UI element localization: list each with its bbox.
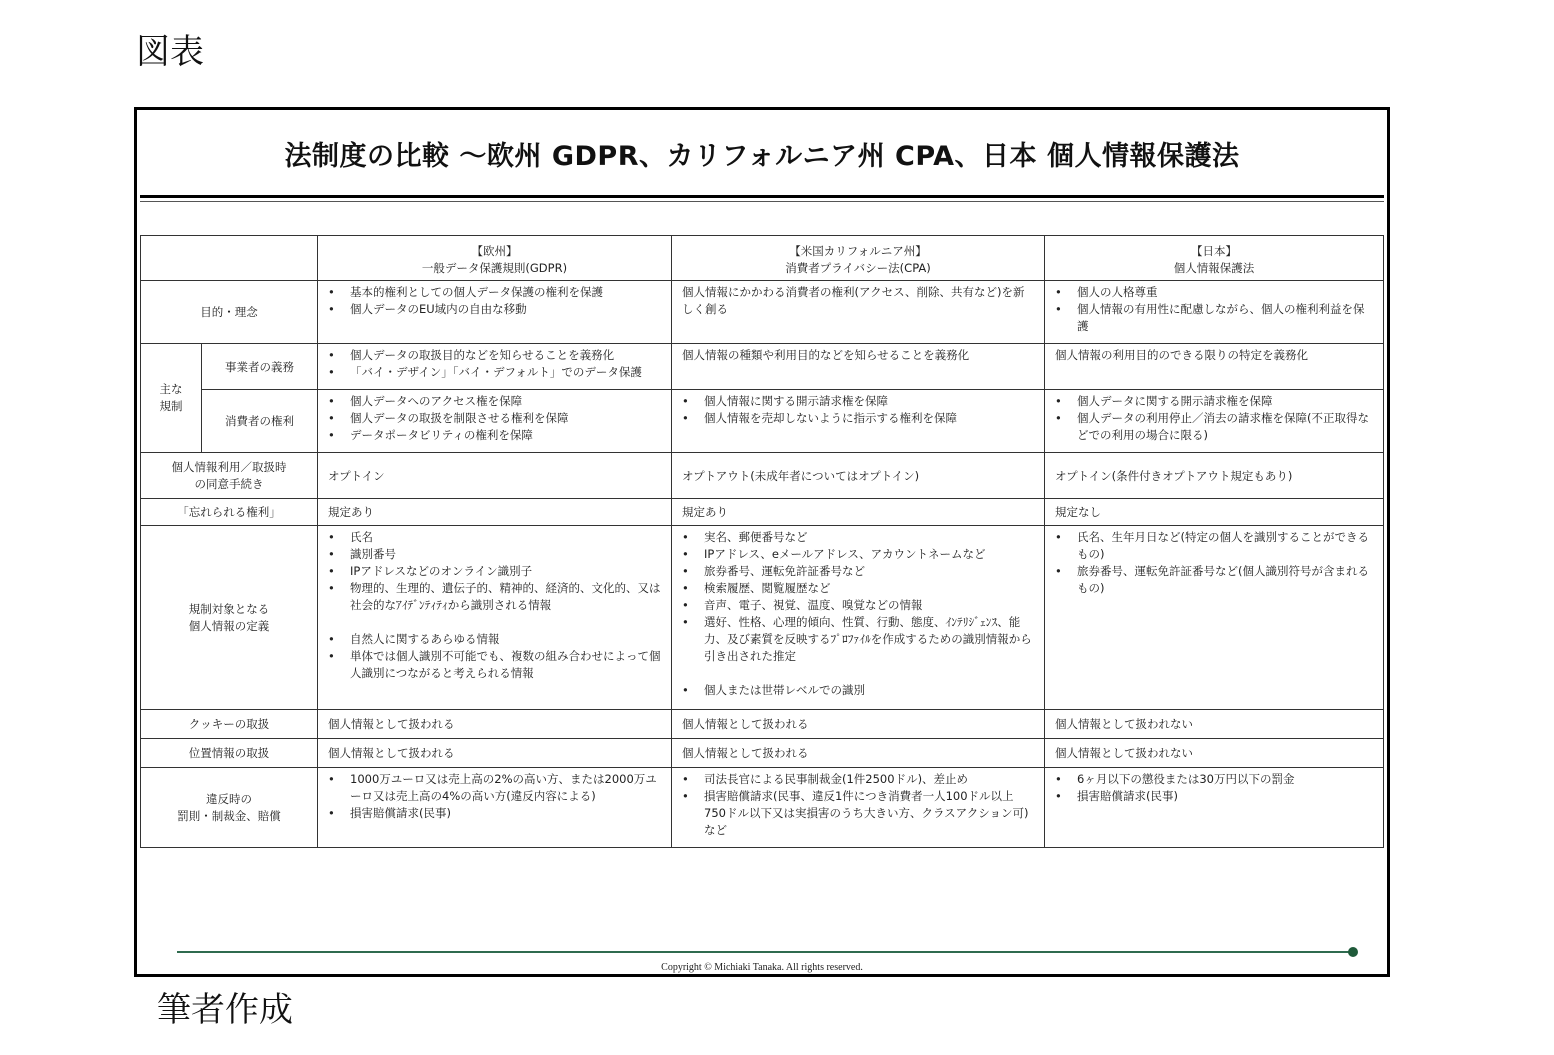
comparison-slide (134, 107, 1390, 977)
row-label-penalty (141, 768, 318, 848)
list-item: • 個人または世帯レベルでの識別 (682, 682, 1034, 699)
row-business-duty (141, 344, 1384, 390)
row-label-definition (141, 526, 318, 710)
cell-rights-japan (1045, 390, 1384, 453)
list-item: • 単体では個人識別不可能でも、複数の組み合わせによって個人識別につながると考えられる情報 (328, 648, 661, 682)
cell-definition-japan (1045, 526, 1384, 710)
list-item: • 個人データの取扱を制限させる権利を保障 (328, 410, 661, 427)
list-item: • 旅券番号、運転免許証番号など (682, 563, 1034, 580)
row-label-purpose: 目的・理念 (141, 281, 318, 344)
figure-label: 図表 (136, 32, 204, 72)
list-item: • 選好、性格、心理的傾向、性質、行動、態度、ｲﾝﾃﾘｼﾞｪﾝｽ、能力、及び素質を反映するﾌﾟﾛﾌｧｲﾙを作成するための識別情報から引き出された推定 (682, 614, 1034, 665)
title-rule-thin (140, 201, 1384, 202)
list-item: • 氏名、生年月日など(特定の個人を識別することができるもの) (1055, 529, 1373, 563)
cell-duty-japan (1045, 344, 1384, 390)
slide-title: 法制度の比較 ～欧州 GDPR、カリフォルニア州 CPA、日本 個人情報保護法 (284, 141, 1240, 172)
row-group-main-regulation (141, 344, 202, 453)
header-gdpr-law: 一般データ保護規則(GDPR) (421, 260, 568, 275)
row-label-line: の同意手続き (194, 477, 264, 491)
cell-cookie-japan: 個人情報として扱われない (1045, 710, 1384, 739)
list-item: • 個人データのEU域内の自由な移動 (328, 301, 661, 318)
header-cpa (672, 236, 1045, 281)
row-label-line: 罰則・制裁金、賠償 (177, 809, 281, 823)
cell-consent-japan: オプトイン(条件付きオプトアウト規定もあり) (1045, 453, 1384, 499)
cell-consent-cpa: オプトアウト(未成年者についてはオプトイン) (672, 453, 1045, 499)
group-label-line: 規制 (159, 399, 183, 413)
cell-forgotten-cpa: 規定あり (672, 499, 1045, 526)
list-item: • 旅券番号、運転免許証番号など(個人識別符号が含まれるもの) (1055, 563, 1373, 597)
cell-location-cpa: 個人情報として扱われる (672, 739, 1045, 768)
row-label-line: 違反時の (206, 792, 252, 806)
list-item: • 司法長官による民事制裁金(1件2500ドル)、差止め (682, 771, 1034, 788)
list-item: • 6ヶ月以下の懲役または30万円以下の罰金 (1055, 771, 1373, 788)
list-item: • 基本的権利としての個人データ保護の権利を保護 (328, 284, 661, 301)
cell-consent-gdpr: オプトイン (318, 453, 672, 499)
row-label-consent (141, 453, 318, 499)
list-item: • IPアドレス、eメールアドレス、アカウントネームなど (682, 546, 1034, 563)
list-item: • 「バイ・デザイン」「バイ・デフォルト」でのデータ保護 (328, 364, 661, 381)
header-gdpr (318, 236, 672, 281)
row-purpose (141, 281, 1384, 344)
row-label-line: 個人情報の定義 (188, 619, 270, 633)
list-item: • IPアドレスなどのオンライン識別子 (328, 563, 661, 580)
list-item: • 損害賠償請求(民事) (328, 805, 661, 822)
cell-duty-gdpr (318, 344, 672, 390)
list-item: • 個人情報の有用性に配慮しながら、個人の権利利益を保護 (1055, 301, 1373, 335)
footer-dot (1348, 947, 1358, 957)
header-japan (1045, 236, 1384, 281)
list-item: • 検索履歴、閲覧履歴など (682, 580, 1034, 597)
list-item: • 氏名 (328, 529, 661, 546)
list-item: • 損害賠償請求(民事、違反1件につき消費者一人100ドル以上750ドル以下又は実損害のうち大きい方、クラスアクション可)など (682, 788, 1034, 839)
list-item: • 個人データに関する開示請求権を保障 (1055, 393, 1373, 410)
comparison-table (140, 235, 1384, 848)
cell-forgotten-japan: 規定なし (1045, 499, 1384, 526)
header-row (141, 236, 1384, 281)
cell-forgotten-gdpr: 規定あり (318, 499, 672, 526)
cell-location-gdpr: 個人情報として扱われる (318, 739, 672, 768)
list-item: • 個人データの取扱目的などを知らせることを義務化 (328, 347, 661, 364)
row-label-consumer-rights: 消費者の権利 (202, 390, 318, 453)
cell-purpose-japan (1045, 281, 1384, 344)
header-gdpr-region: 【欧州】 (471, 243, 518, 258)
list-item: • 個人の人格尊重 (1055, 284, 1373, 301)
header-corner (141, 236, 318, 281)
cell-definition-cpa (672, 526, 1045, 710)
row-label-location: 位置情報の取扱 (141, 739, 318, 768)
cell-cookie-gdpr: 個人情報として扱われる (318, 710, 672, 739)
cell-penalty-japan (1045, 768, 1384, 848)
list-item: • 個人データの利用停止／消去の請求権を保障(不正取得などでの利用の場合に限る) (1055, 410, 1373, 444)
list-item: • 実名、郵便番号など (682, 529, 1034, 546)
list-item: • 音声、電子、視覚、温度、嗅覚などの情報 (682, 597, 1034, 614)
row-cookie (141, 710, 1384, 739)
list-item: • 1000万ユーロ又は売上高の2%の高い方、または2000万ユーロ又は売上高の4%の高い方(違反内容による) (328, 771, 661, 805)
row-forgotten (141, 499, 1384, 526)
row-label-line: 規制対象となる (188, 602, 270, 616)
row-location (141, 739, 1384, 768)
header-cpa-law: 消費者プライバシー法(CPA) (785, 260, 931, 275)
footer-rule (177, 951, 1353, 953)
row-label-forgotten: 「忘れられる権利」 (141, 499, 318, 526)
row-definition (141, 526, 1384, 710)
cell-purpose-cpa (672, 281, 1045, 344)
row-label-business-duty: 事業者の義務 (202, 344, 318, 390)
header-japan-region: 【日本】 (1191, 243, 1237, 258)
title-rule-thick (140, 195, 1384, 198)
cell-text: 個人情報の種類や利用目的などを知らせることを義務化 (682, 348, 970, 362)
list-item: • 個人情報に関する開示請求権を保障 (682, 393, 1034, 410)
cell-purpose-gdpr (318, 281, 672, 344)
list-item: • 個人情報を売却しないように指示する権利を保障 (682, 410, 1034, 427)
group-label-line: 主な (159, 382, 183, 396)
list-item: • 個人データへのアクセス権を保障 (328, 393, 661, 410)
cell-penalty-gdpr (318, 768, 672, 848)
header-cpa-region: 【米国カリフォルニア州】 (789, 243, 927, 258)
cell-rights-cpa (672, 390, 1045, 453)
row-label-line: 個人情報利用／取扱時 (171, 460, 287, 474)
list-item: • データポータビリティの権利を保障 (328, 427, 661, 444)
figure-caption: 筆者作成 (157, 990, 293, 1030)
row-consumer-rights (141, 390, 1384, 453)
cell-cookie-cpa: 個人情報として扱われる (672, 710, 1045, 739)
copyright-notice: Copyright © Michiaki Tanaka. All rights reserved. (661, 962, 863, 973)
cell-text: 個人情報の利用目的のできる限りの特定を義務化 (1055, 348, 1308, 362)
row-penalty (141, 768, 1384, 848)
cell-rights-gdpr (318, 390, 672, 453)
list-item: • 識別番号 (328, 546, 661, 563)
list-item: • 自然人に関するあらゆる情報 (328, 631, 661, 648)
cell-duty-cpa (672, 344, 1045, 390)
cell-definition-gdpr (318, 526, 672, 710)
cell-penalty-cpa (672, 768, 1045, 848)
header-japan-law: 個人情報保護法 (1173, 260, 1255, 275)
list-item: • 物理的、生理的、遺伝子的、精神的、経済的、文化的、又は社会的なｱｲﾃﾞﾝﾃｨﾃｨから識別される情報 (328, 580, 661, 614)
list-item: • 損害賠償請求(民事) (1055, 788, 1373, 805)
cell-text: 個人情報にかかわる消費者の権利(アクセス、削除、共有など)を新しく創る (682, 285, 1025, 316)
cell-location-japan: 個人情報として扱われない (1045, 739, 1384, 768)
row-label-cookie: クッキーの取扱 (141, 710, 318, 739)
row-consent (141, 453, 1384, 499)
